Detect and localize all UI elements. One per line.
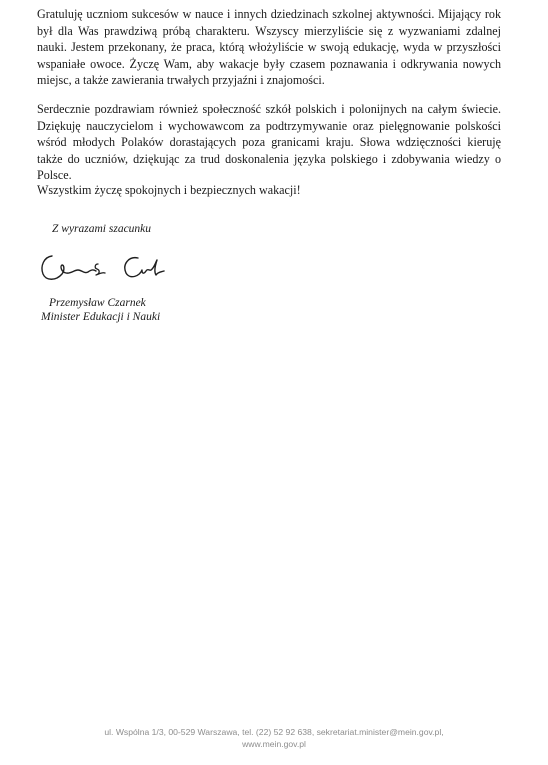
signer-block bbox=[41, 296, 160, 324]
letter-paragraph-greetings: Serdecznie pozdrawiam również społeczność szkół polskich i polonijnych na całym świecie. Dziękuję nauczycielom i wychowawcom za podtrzymywanie oraz pielęgnowanie polskości wśród młodych Polaków dorastających poza granicami kraju. Słowa wdzięczności kieruję także do uczniów, dziękując za trud doskonalenia języka polskiego i zdobywania wiedzy o Polsce. bbox=[37, 102, 501, 183]
letter-paragraph-wishes: Wszystkim życzę spokojnych i bezpiecznych wakacji! bbox=[37, 183, 301, 197]
handwritten-signature bbox=[38, 248, 170, 288]
signer-name: Przemysław Czarnek bbox=[49, 297, 146, 309]
letter-paragraph-congratulations: Gratuluję uczniom sukcesów w nauce i innych dziedzinach szkolnej aktywności. Mijający rok był dla Was prawdziwą próbą charakteru. Wszyscy mierzyliście się z wyzwaniami zdalnej nauki. Jestem przekonany, że praca, którą włożyliście w swoją edukację, wyda w przyszłości wspaniałe owoce. Życzę Wam, aby wakacje były czasem poznawania i odkrywania nowych miejsc, a także zawierania trwałych przyjaźni i znajomości. bbox=[37, 7, 501, 88]
letterhead-footer bbox=[0, 727, 548, 750]
footer-address: ul. Wspólna 1/3, 00-529 Warszawa, tel. (22) 52 92 638, sekretariat.minister@mein.gov.pl, bbox=[104, 727, 444, 737]
footer-website: www.mein.gov.pl bbox=[242, 738, 306, 749]
signer-title: Minister Edukacji i Nauki bbox=[41, 311, 161, 323]
letter-closing: Z wyrazami szacunku bbox=[52, 223, 152, 235]
